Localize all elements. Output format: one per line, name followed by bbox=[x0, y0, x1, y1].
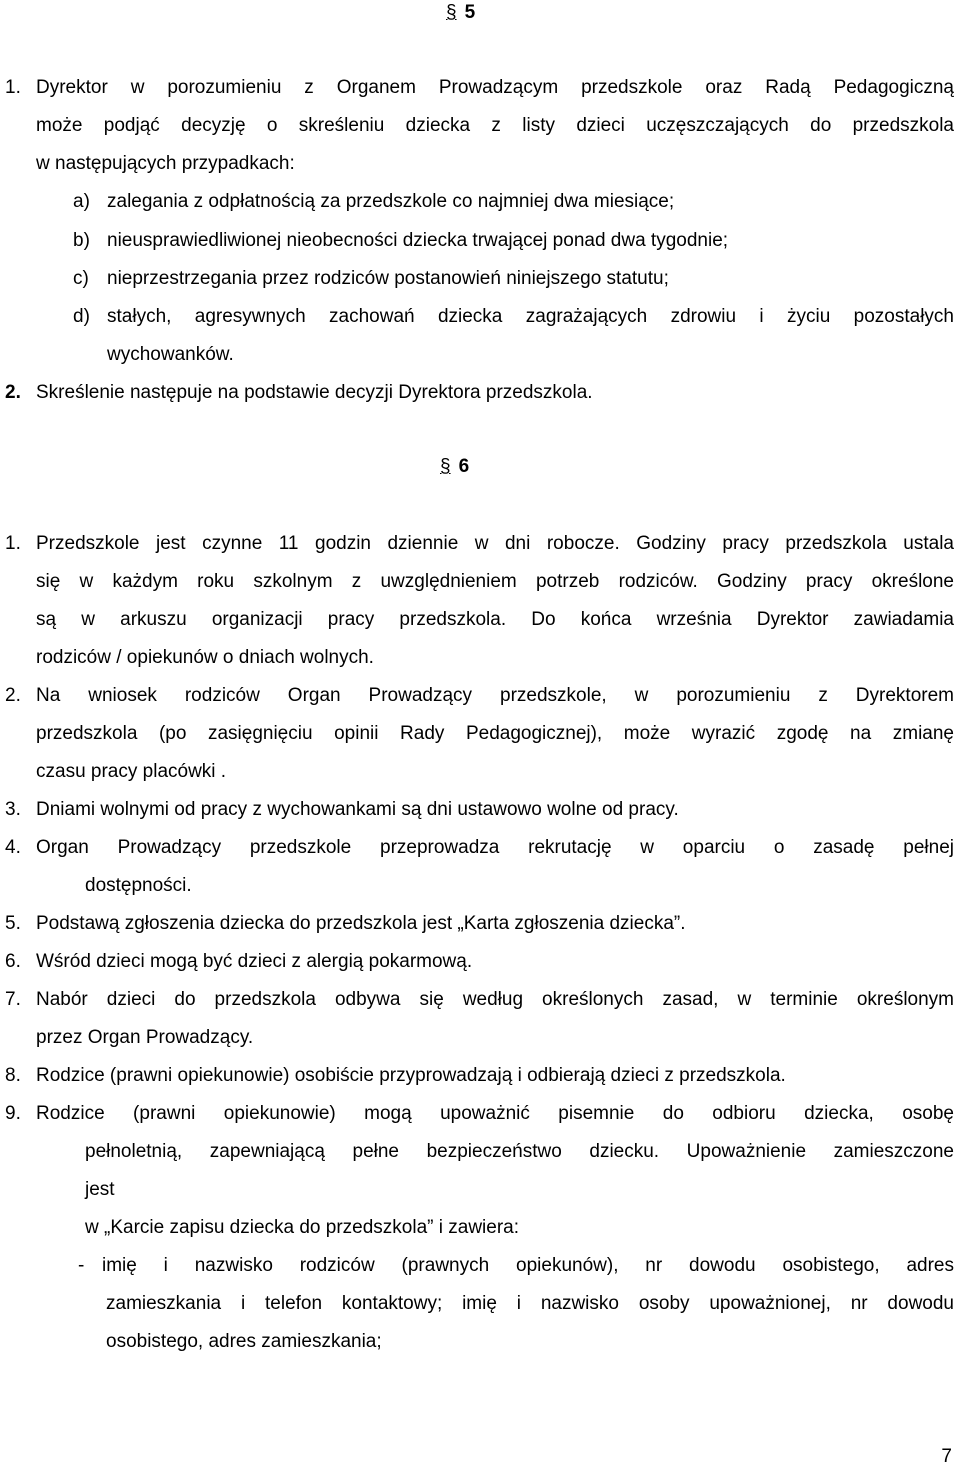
paragraph-line: Dyrektor w porozumieniu z Organem Prowadzącym przedszkole oraz Radą Pedagogiczną bbox=[36, 77, 954, 98]
paragraph-line: może podjąć decyzję o skreśleniu dziecka z listy dzieci uczęszczających do przedszkola bbox=[36, 115, 954, 136]
dash-item-line: imię i nazwisko rodziców (prawnych opiekunów), nr dowodu osobistego, adres bbox=[102, 1255, 954, 1276]
list-item-text: stałych, agresywnych zachowań dziecka zagrażających zdrowiu i życiu pozostałych bbox=[107, 306, 954, 327]
list-item-label: a) bbox=[73, 191, 90, 212]
paragraph-line: czasu pracy placówki . bbox=[36, 761, 227, 782]
paragraph-line: rodziców / opiekunów o dniach wolnych. bbox=[36, 647, 374, 668]
paragraph-line: dostępności. bbox=[85, 875, 192, 896]
list-item-label: d) bbox=[73, 306, 90, 327]
paragraph-line: przez Organ Prowadzący. bbox=[36, 1027, 254, 1048]
list-item-text: nieusprawiedliwionej nieobecności dziecka trwającej ponad dwa tygodnie; bbox=[107, 230, 729, 251]
paragraph-number: 3. bbox=[5, 799, 21, 820]
section-sign: § bbox=[440, 456, 451, 477]
list-item-continuation: wychowanków. bbox=[107, 344, 234, 365]
paragraph-number: 1. bbox=[5, 533, 21, 554]
paragraph-line: Rodzice (prawni opiekunowie) osobiście przyprowadzają i odbierają dzieci z przedszkola. bbox=[36, 1065, 786, 1086]
dash-item-line: zamieszkania i telefon kontaktowy; imię i nazwisko osoby upoważnionej, nr dowodu bbox=[106, 1293, 954, 1314]
dash-item-line: osobistego, adres zamieszkania; bbox=[106, 1331, 382, 1352]
paragraph-line: w następujących przypadkach: bbox=[36, 153, 295, 174]
list-item-text: zalegania z odpłatnością za przedszkole co najmniej dwa miesiące; bbox=[107, 191, 675, 212]
paragraph-number: 6. bbox=[5, 951, 21, 972]
paragraph-line: Skreślenie następuje na podstawie decyzji Dyrektora przedszkola. bbox=[36, 382, 593, 403]
section-sign: § bbox=[446, 2, 457, 23]
list-item-text: nieprzestrzegania przez rodziców postanowień niniejszego statutu; bbox=[107, 268, 669, 289]
paragraph-line: są w arkuszu organizacji pracy przedszkola. Do końca września Dyrektor zawiadamia bbox=[36, 609, 954, 630]
list-item-label: b) bbox=[73, 230, 90, 251]
paragraph-number: 9. bbox=[5, 1103, 21, 1124]
paragraph-line: Rodzice (prawni opiekunowie) mogą upoważnić pisemnie do odbioru dziecka, osobę bbox=[36, 1103, 954, 1124]
list-item-label: c) bbox=[73, 268, 89, 289]
paragraph-line: Dniami wolnymi od pracy z wychowankami są dni ustawowo wolne od pracy. bbox=[36, 799, 679, 820]
paragraph-number: 4. bbox=[5, 837, 21, 858]
paragraph-line: Wśród dzieci mogą być dzieci z alergią pokarmową. bbox=[36, 951, 473, 972]
paragraph-line: Przedszkole jest czynne 11 godzin dziennie w dni robocze. Godziny pracy przedszkola ustala bbox=[36, 533, 954, 554]
paragraph-line: Organ Prowadzący przedszkole przeprowadza rekrutację w oparciu o zasadę pełnej bbox=[36, 837, 954, 858]
paragraph-line: Nabór dzieci do przedszkola odbywa się według określonych zasad, w terminie określonym bbox=[36, 989, 954, 1010]
paragraph-number: 2. bbox=[5, 685, 21, 706]
paragraph-line: w „Karcie zapisu dziecka do przedszkola” i zawiera: bbox=[85, 1217, 520, 1238]
paragraph-number: 7. bbox=[5, 989, 21, 1010]
paragraph-line: Podstawą zgłoszenia dziecka do przedszkola jest „Karta zgłoszenia dziecka”. bbox=[36, 913, 686, 934]
section-6-number: 6 bbox=[458, 456, 470, 477]
paragraph-number: 2. bbox=[5, 382, 21, 403]
paragraph-line: Na wniosek rodziców Organ Prowadzący przedszkole, w porozumieniu z Dyrektorem bbox=[36, 685, 954, 706]
paragraph-line: się w każdym roku szkolnym z uwzględnieniem potrzeb rodziców. Godziny pracy określone bbox=[36, 571, 954, 592]
paragraph-line: jest bbox=[85, 1179, 115, 1200]
page-number: 7 bbox=[941, 1446, 952, 1467]
paragraph-number: 1. bbox=[5, 77, 21, 98]
section-6-heading bbox=[440, 456, 469, 478]
paragraph-number: 8. bbox=[5, 1065, 21, 1086]
paragraph-line: pełnoletnią, zapewniającą pełne bezpieczeństwo dziecku. Upoważnienie zamieszczone bbox=[85, 1141, 954, 1162]
paragraph-line: przedszkola (po zasięgnięciu opinii Rady Pedagogicznej), może wyrazić zgodę na zmianę bbox=[36, 723, 954, 744]
paragraph-number: 5. bbox=[5, 913, 21, 934]
section-5-heading bbox=[446, 2, 475, 24]
section-5-number: 5 bbox=[464, 2, 476, 23]
dash-bullet: - bbox=[78, 1255, 85, 1276]
